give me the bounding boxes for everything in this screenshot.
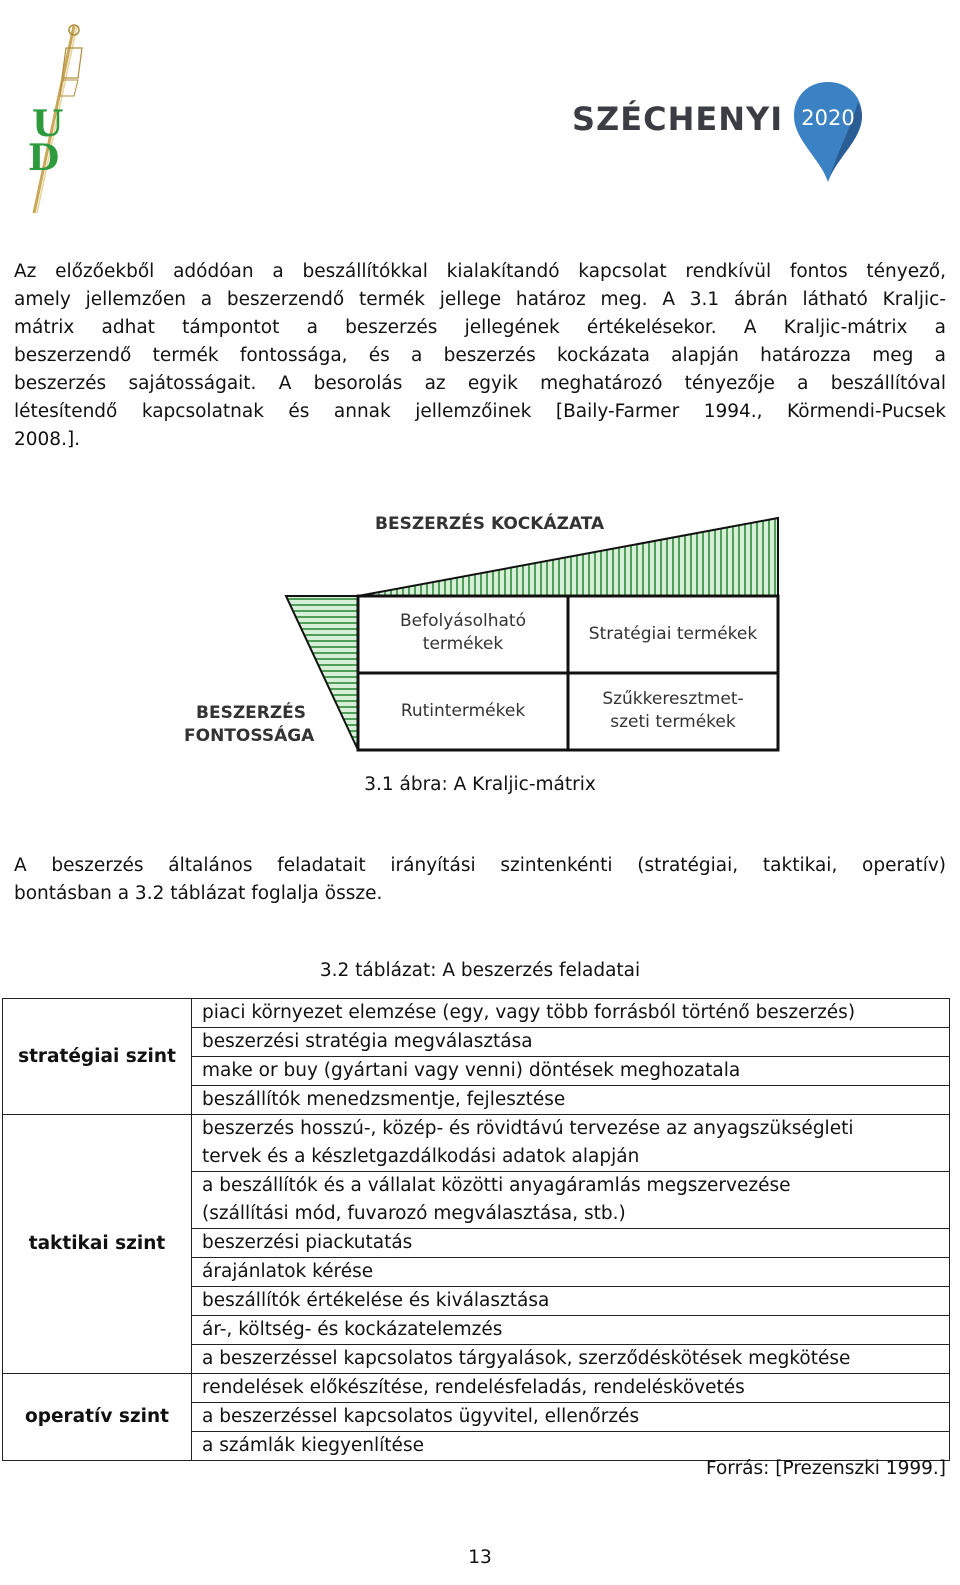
cell-bottleneck: Szűkkeresztmet- (602, 689, 744, 709)
task-cell: árajánlatok kérése (192, 1258, 950, 1287)
szechenyi-2020-logo (572, 80, 872, 190)
task-line: a beszállítók és a vállalat közötti anyagáramlás megszervezése (202, 1175, 791, 1196)
figure-caption: 3.1 ábra: A Kraljic-mátrix (364, 774, 596, 795)
task-cell: a beszerzéssel kapcsolatos tárgyalások, szerződéskötések megkötése (192, 1345, 950, 1374)
table-row (3, 1115, 950, 1172)
task-line: beszerzés hosszú-, közép- és rövidtávú tervezése az anyagszükségleti (202, 1118, 854, 1139)
cell-influenceable: Befolyásolható (400, 611, 526, 631)
text-line: 2008.]. (14, 429, 81, 450)
kraljic-matrix-figure (180, 508, 790, 758)
text-line: A beszerzés általános feladatait irányítási szintenkénti (stratégiai, taktikai, operatív) (14, 855, 946, 876)
task-cell: piaci környezet elemzése (egy, vagy több forrásból történő beszerzés) (192, 999, 950, 1028)
text-line: beszerzendő termék fontossága, és a beszerzés kockázata alapján határozza meg a (14, 345, 946, 366)
text-line: bontásban a 3.2 táblázat foglalja össze. (14, 883, 383, 904)
task-cell: beszállítók értékelése és kiválasztása (192, 1287, 950, 1316)
svg-text:D: D (28, 137, 60, 179)
text-line: Az előzőekből adódóan a beszállítókkal kialakítandó kapcsolat rendkívül fontos tényező, (14, 261, 946, 282)
task-cell: rendelések előkészítése, rendelésfeladás, rendeléskövetés (192, 1374, 950, 1403)
task-cell: beszerzési piackutatás (192, 1229, 950, 1258)
text-line: amely jellemzően a beszerzendő termék jellege határoz meg. A 3.1 ábrán látható Kraljic- (14, 289, 946, 310)
task-line: (szállítási mód, fuvarozó megválasztása, stb.) (202, 1203, 626, 1224)
table-source: Forrás: [Prezenszki 1999.] (706, 1458, 946, 1479)
level-cell-operative: operatív szint (3, 1374, 192, 1461)
task-line: tervek és a készletgazdálkodási adatok alapján (202, 1146, 640, 1167)
cell-bottleneck: szeti termékek (610, 712, 736, 732)
intro-paragraph (14, 258, 946, 454)
svg-text:U: U (32, 103, 64, 145)
table-row (3, 1374, 950, 1403)
importance-label: FONTOSSÁGA (184, 726, 315, 746)
page-number: 13 (468, 1547, 492, 1568)
university-logo (22, 18, 92, 218)
tasks-table (2, 998, 950, 1461)
task-cell: make or buy (gyártani vagy venni) döntések meghozatala (192, 1057, 950, 1086)
task-cell (192, 1115, 950, 1172)
table-row (3, 999, 950, 1028)
logo-year-text: 2020 (801, 106, 855, 130)
text-line: létesítendő kapcsolatnak és annak jellemzőinek [Baily-Farmer 1994., Körmendi-Pucsek (14, 401, 946, 422)
task-cell: beszerzési stratégia megválasztása (192, 1028, 950, 1057)
text-line: mátrix adhat támpontot a beszerzés jellegének értékelésekor. A Kraljic-mátrix a (14, 317, 946, 338)
importance-label: BESZERZÉS (196, 703, 307, 723)
map-pin-icon (790, 80, 866, 184)
task-cell (192, 1172, 950, 1229)
task-cell: a számlák kiegyenlítése (192, 1432, 950, 1461)
task-cell: ár-, költség- és kockázatelemzés (192, 1316, 950, 1345)
level-cell-strategic: stratégiai szint (3, 999, 192, 1115)
level-cell-tactical: taktikai szint (3, 1115, 192, 1374)
middle-paragraph (14, 852, 946, 908)
cell-routine: Rutintermékek (400, 701, 526, 721)
szechenyi-logo-text: SZÉCHENYI (572, 100, 784, 138)
cell-influenceable: termékek (422, 634, 504, 654)
task-cell: a beszerzéssel kapcsolatos ügyvitel, ellenőrzés (192, 1403, 950, 1432)
cell-strategic: Stratégiai termékek (588, 624, 758, 644)
text-line: beszerzés sajátosságait. A besorolás az egyik meghatározó tényezője a beszállítóval (14, 373, 946, 394)
task-cell: beszállítók menedzsmentje, fejlesztése (192, 1086, 950, 1115)
table-caption: 3.2 táblázat: A beszerzés feladatai (319, 960, 641, 981)
risk-label: BESZERZÉS KOCKÁZATA (375, 514, 605, 534)
